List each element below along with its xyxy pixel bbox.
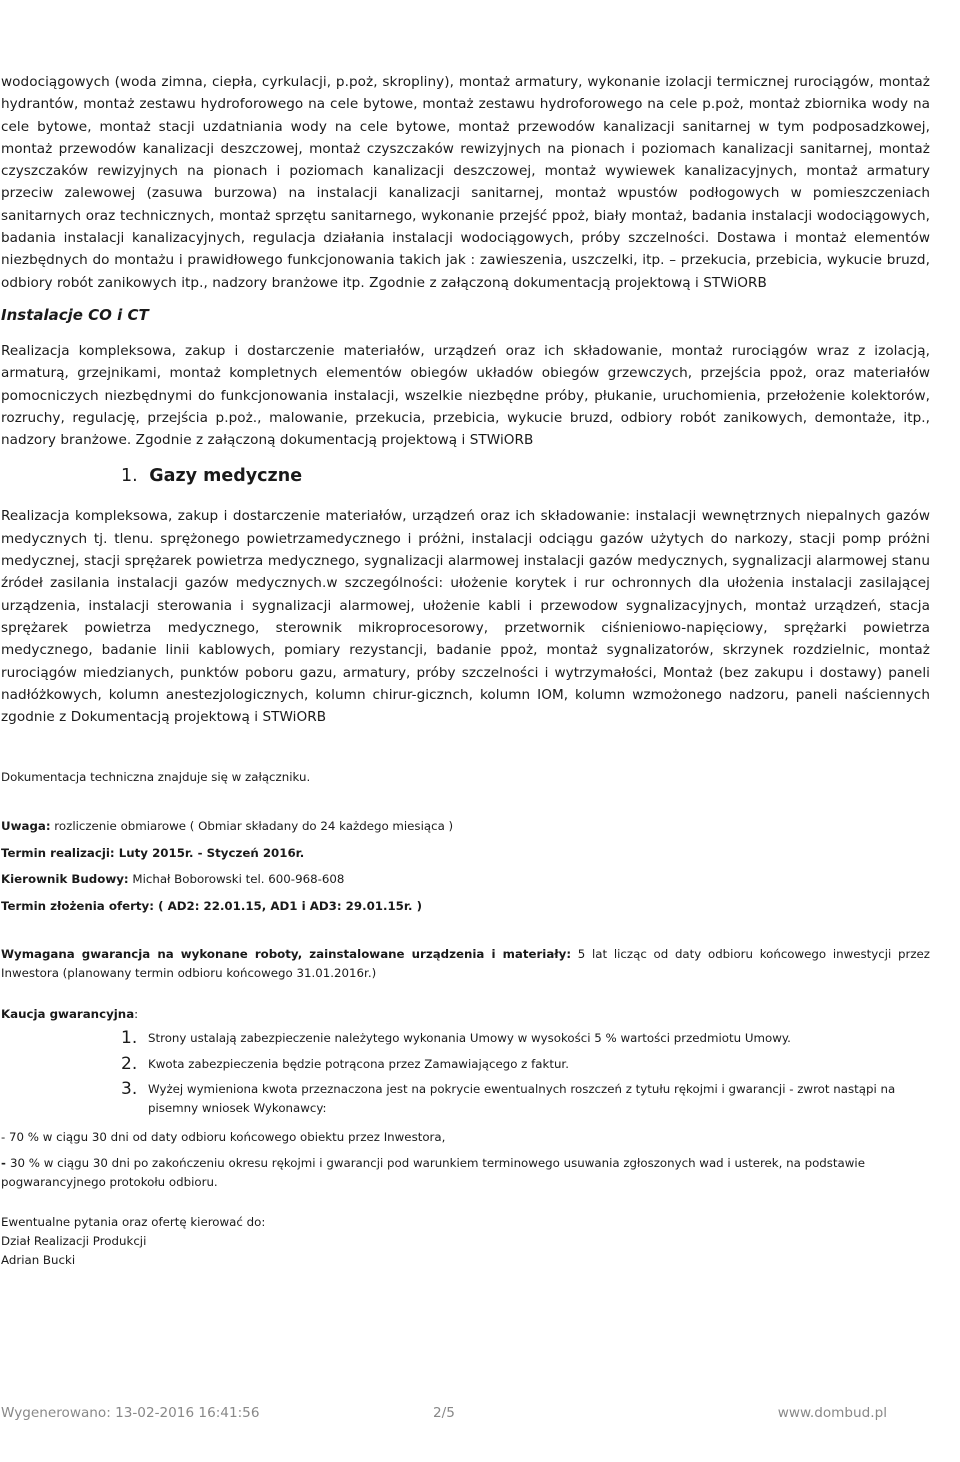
remark-line	[1, 817, 930, 836]
release-70-line: - 70 % w ciągu 30 dni od daty odbioru końcowego obiektu przez Inwestora,	[1, 1129, 446, 1144]
water-sewage-paragraph: wodociągowych (woda zimna, ciepła, cyrkulacji, p.poż, skropliny), montaż armatury, wykonanie izolacji termicznej rurociągów, montaż hydrantów, montaż zestawu hydroforowego na cele bytowe, montaż zestawu hydroforowego na cele p.poż, montaż zbiornika wody na cele bytowe, montaż stacji uzdatniania wody na cele bytowe, montaż przewodów kanalizacji sanitarnej w tym podposadzkowej, montaż przewodów kanalizacji deszczowej, montaż czyszczaków rewizyjnych na pionach i poziomach kanalizacji sanitarnej, montaż czyszczaków rewizyjnych na pionach i poziomach kanalizacji deszczowej, montaż wywiewek kanalizacyjnych, montaż armatury przeciw zalewowej (zasuwa burzowa) na instalacji kanalizacji sanitarnej, montaż wpustów podłogowych w pomieszczeniach sanitarnych oraz technicznych, montaż sprzętu sanitarnego, wykonanie przejść ppoż, biały montaż, badania instalacji wodociągowych, badania instalacji kanalizacyjnych, regulacja działania instalacji wodociągowych, próby szczelności. Dostawa i montaż elementów niezbędnych do montażu i prawidłowego funkcjonowania takich jak : zawieszenia, uszczelki, itp. – przekucia, przebicia, wykucie bruzd, odbiory robót zanikowych itp., nadzory branżowe itp. Zgodnie z załączoną dokumentacją projektową i STWiORB	[1, 74, 930, 291]
remark-label: Uwaga:	[1, 819, 51, 834]
remark-text: rozliczenie obmiarowe ( Obmiar składany do 24 każdego miesiąca )	[50, 819, 454, 834]
release-30-text: 30 % w ciągu 30 dni po zakończeniu okresu rękojmi i gwarancji pod warunkiem terminowego usuwania zgłoszonych wad i usterek, na podstawie pogwarancyjnego protokołu odbioru.	[1, 1156, 865, 1189]
deposit-label: Kaucja gwarancyjna	[1, 1006, 135, 1021]
medical-gas-heading	[121, 463, 930, 489]
list-item-number: 3.	[121, 1079, 138, 1100]
realization-term: Termin realizacji: Luty 2015r. - Styczeń 2016r.	[1, 845, 305, 860]
warranty-paragraph	[1, 945, 930, 982]
release-30-dash: -	[1, 1156, 11, 1171]
list-item	[121, 1029, 930, 1048]
medical-gas-paragraph: Realizacja kompleksowa, zakup i dostarczenie materiałów, urządzeń oraz ich składowanie: instalacji wewnętrznych niepalnych gazów medycznych tj. tlenu. sprężonego powietrzamedycznego i próżni, instalacji odciągu gazów użytych do narkozy, stacji pomp próżni medycznej, stacji sprężarek powietrza medycznego, sygnalizacji alarmowej instalacji gazów medycznych, sygnalizacji alarmowej stanu źródeł zasilania instalacji gazów medycznych.w szczególności: ułożenie korytek i rur ochronnych dla ułożenia instalacji zasilającej urządzenia, instalacji sterowania i sygnalizacji alarmowej, ułożenie kabli i przewodow sygnalizacyjnych, montaż urządzeń, stacja sprężarek powietrza medycznego, sterownik mikroprocesorowy, przetwornik ciśnieniowo-napięciowy, sprężarki powietrza medycznego, badanie linii kablowych, pomiary rezystancji, badanie ppoż, montaż sygnalizatorów, skrzynek rozdzielnic, montaż rurociągów miedzianych, punktów poboru gazu, armatury, próby szczelności i wytrzymałości, Montaż (bez zakupu i dostawy) paneli nadłóżkowych, kolumn anestezjologicznych, kolumn chirur-gicznch, kolumn IOM, kolumn wzmożonego nadzoru, paneli naściennych zgodnie z Dokumentacją projektową i STWiORB	[1, 508, 930, 726]
deposit-heading	[1, 1005, 930, 1024]
contact-department: Dział Realizacji Produkcji	[1, 1233, 147, 1248]
heating-paragraph: Realizacja kompleksowa, zakup i dostarczenie materiałów, urządzeń oraz ich składowanie, montaż rurociągów wraz z izolacją, armaturą, grzejnikami, montaż kompletnych elementów obiegów układów obiegów grzewczych, przejścia ppoż, oraz materiałów pomocniczych niezbędnymi do funkcjonowania instalacji, wszelkie niezbędne próby, płukanie, uruchomienia, przełożenie kolektorów, rozruchy, regulację, przejścia p.poż., malowanie, przekucia, przebicia, wykucie bruzd, odbiory robót zanikowych, demontaże, itp., nadzory branżowe. Zgodnie z załączoną dokumentacją projektową i STWiORB	[1, 342, 930, 449]
list-item-number: 2.	[121, 1053, 138, 1074]
offer-deadline: Termin złożenia oferty: ( AD2: 22.01.15, AD1 i AD3: 29.01.15r. )	[1, 898, 423, 913]
medical-gas-heading-number: 1.	[121, 466, 138, 487]
list-item-text: Strony ustalają zabezpieczenie należytego wykonania Umowy w wysokości 5 % wartości przedmiotu Umowy.	[148, 1031, 791, 1046]
documentation-note: Dokumentacja techniczna znajduje się w załączniku.	[1, 770, 311, 785]
deposit-list	[1, 1029, 930, 1117]
page-number: 2/5	[433, 1405, 455, 1421]
contact-intro: Ewentualne pytania oraz ofertę kierować do:	[1, 1215, 266, 1230]
list-item	[121, 1055, 930, 1074]
list-item	[121, 1080, 930, 1117]
contact-person: Adrian Bucki	[1, 1252, 76, 1267]
list-item-text: Wyżej wymieniona kwota przeznaczona jest na pokrycie ewentualnych roszczeń z tytułu rękojmi i gwarancji - zwrot nastąpi na pisemny wniosek Wykonawcy:	[148, 1082, 896, 1115]
list-item-number: 1.	[121, 1028, 138, 1049]
site-manager-line	[1, 870, 930, 889]
warranty-text: 5 lat licząc od daty odbioru końcowego inwestycji przez Inwestora (planowany termin odbioru końcowego 31.01.2016r.)	[1, 947, 930, 980]
generated-timestamp: Wygenerowano: 13-02-2016 16:41:56	[1, 1405, 260, 1421]
heating-section-heading: Instalacje CO i CT	[1, 305, 149, 324]
deposit-colon: :	[134, 1006, 139, 1021]
site-manager-text: Michał Boborowski tel. 600-968-608	[128, 872, 345, 887]
page-footer	[1, 1401, 887, 1425]
site-link[interactable]: www.dombud.pl	[777, 1405, 887, 1421]
list-item-text: Kwota zabezpieczenia będzie potrącona przez Zamawiającego z faktur.	[148, 1056, 569, 1071]
site-manager-label: Kierownik Budowy:	[1, 872, 129, 887]
release-30-line	[1, 1154, 930, 1191]
warranty-label: Wymagana gwarancja na wykonane roboty, zainstalowane urządzenia i materiały:	[1, 947, 572, 962]
medical-gas-heading-text: Gazy medyczne	[149, 466, 303, 487]
